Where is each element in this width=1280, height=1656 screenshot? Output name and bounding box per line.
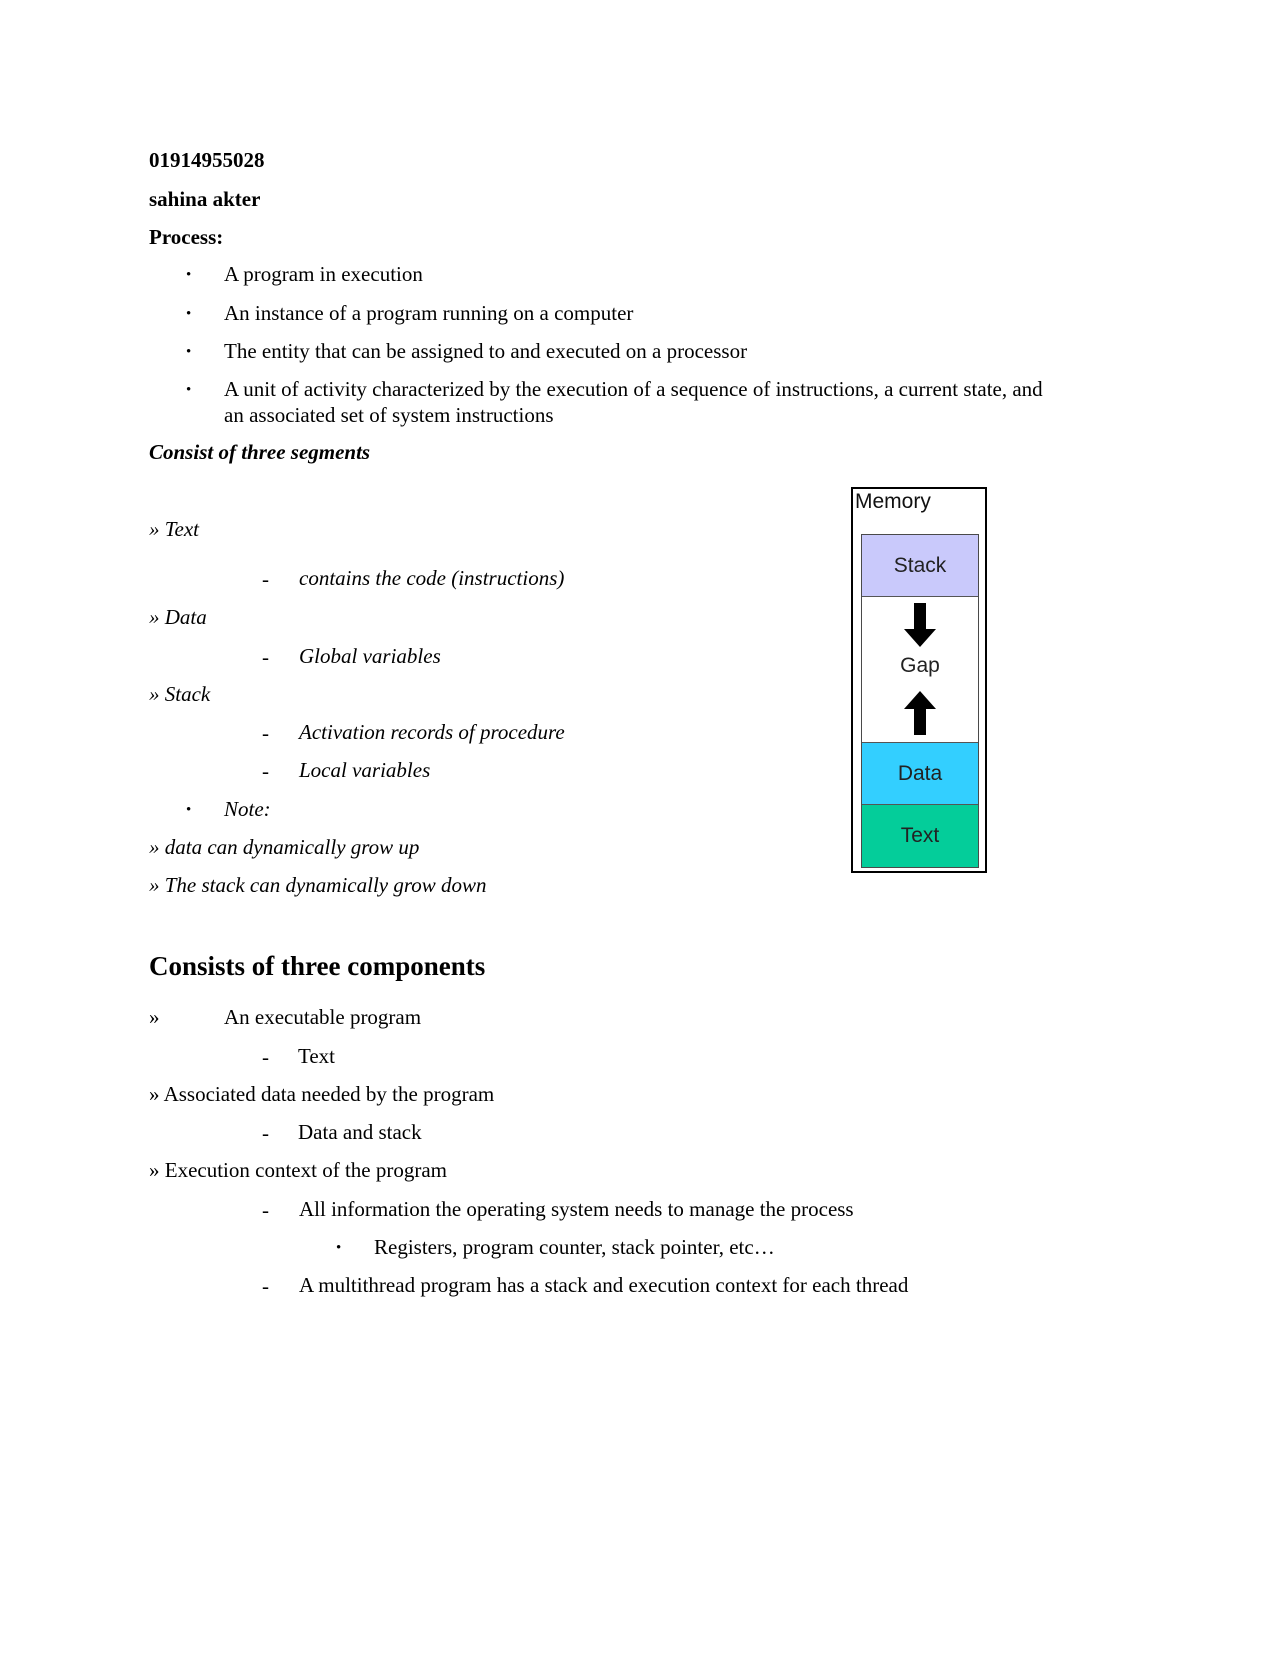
bullet-marker: • — [186, 802, 192, 818]
memory-stack-segment — [862, 535, 978, 597]
memory-data-label: Data — [897, 761, 943, 785]
component-1-sub: Text — [298, 1044, 336, 1068]
component-1: An executable program — [224, 1005, 422, 1029]
dash-marker: - — [262, 1198, 269, 1222]
dash-marker: - — [262, 1121, 269, 1145]
component-3-sub-2: A multithread program has a stack and execution context for each thread — [299, 1273, 909, 1297]
note-line-1: » data can dynamically grow up — [149, 835, 420, 859]
process-bullet-4: A unit of activity characterized by the execution of a sequence of instructions, a current state, and — [224, 377, 1043, 401]
segment-stack-desc-2: Local variables — [299, 758, 431, 782]
memory-text-label: Text — [900, 824, 940, 847]
segments-heading: Consist of three segments — [149, 440, 371, 464]
component-3-sub-1: All information the operating system needs to manage the process — [299, 1197, 854, 1221]
bullet-marker: • — [186, 267, 192, 283]
author-name: sahina akter — [149, 187, 261, 211]
segment-stack-desc-1: Activation records of procedure — [299, 720, 565, 744]
arrow-up-icon — [903, 691, 937, 735]
dash-marker: - — [262, 721, 269, 745]
component-3: » Execution context of the program — [149, 1158, 447, 1182]
memory-diagram — [851, 487, 987, 873]
memory-gap-segment — [862, 597, 978, 742]
memory-gap-label: Gap — [900, 654, 940, 677]
memory-text-segment — [862, 805, 978, 867]
component-marker: » — [149, 1005, 160, 1029]
memory-layout — [861, 534, 979, 868]
memory-data-segment — [862, 742, 978, 805]
bullet-marker: • — [186, 344, 192, 360]
dash-marker: - — [262, 645, 269, 669]
note-line-2: » The stack can dynamically grow down — [149, 873, 487, 897]
segment-text-desc: contains the code (instructions) — [299, 566, 565, 590]
component-3-sub-1-bullet: Registers, program counter, stack pointer, etc… — [374, 1235, 775, 1259]
process-bullet-3: The entity that can be assigned to and executed on a processor — [224, 339, 748, 363]
process-bullet-4-cont: an associated set of system instructions — [224, 403, 554, 427]
component-2-sub: Data and stack — [298, 1120, 422, 1144]
dash-marker: - — [262, 1274, 269, 1298]
process-heading: Process: — [149, 225, 224, 249]
arrow-down-icon — [903, 603, 937, 647]
component-2: » Associated data needed by the program — [149, 1082, 495, 1106]
segment-text-head: » Text — [149, 517, 199, 541]
dash-marker: - — [262, 1045, 269, 1069]
bullet-marker: • — [186, 382, 192, 398]
process-bullet-2: An instance of a program running on a computer — [224, 301, 634, 325]
bullet-marker: • — [186, 306, 192, 322]
bullet-marker: • — [336, 1240, 342, 1256]
segment-stack-head: » Stack — [149, 682, 211, 706]
segment-data-desc: Global variables — [299, 644, 441, 668]
components-heading: Consists of three components — [149, 951, 486, 981]
dash-marker: - — [262, 759, 269, 783]
dash-marker: - — [262, 567, 269, 591]
memory-stack-label: Stack — [893, 553, 947, 577]
segment-data-head: » Data — [149, 605, 207, 629]
phone-number: 01914955028 — [149, 148, 265, 172]
memory-title: Memory — [855, 490, 931, 513]
note-label: Note: — [224, 797, 271, 821]
process-bullet-1: A program in execution — [224, 262, 423, 286]
